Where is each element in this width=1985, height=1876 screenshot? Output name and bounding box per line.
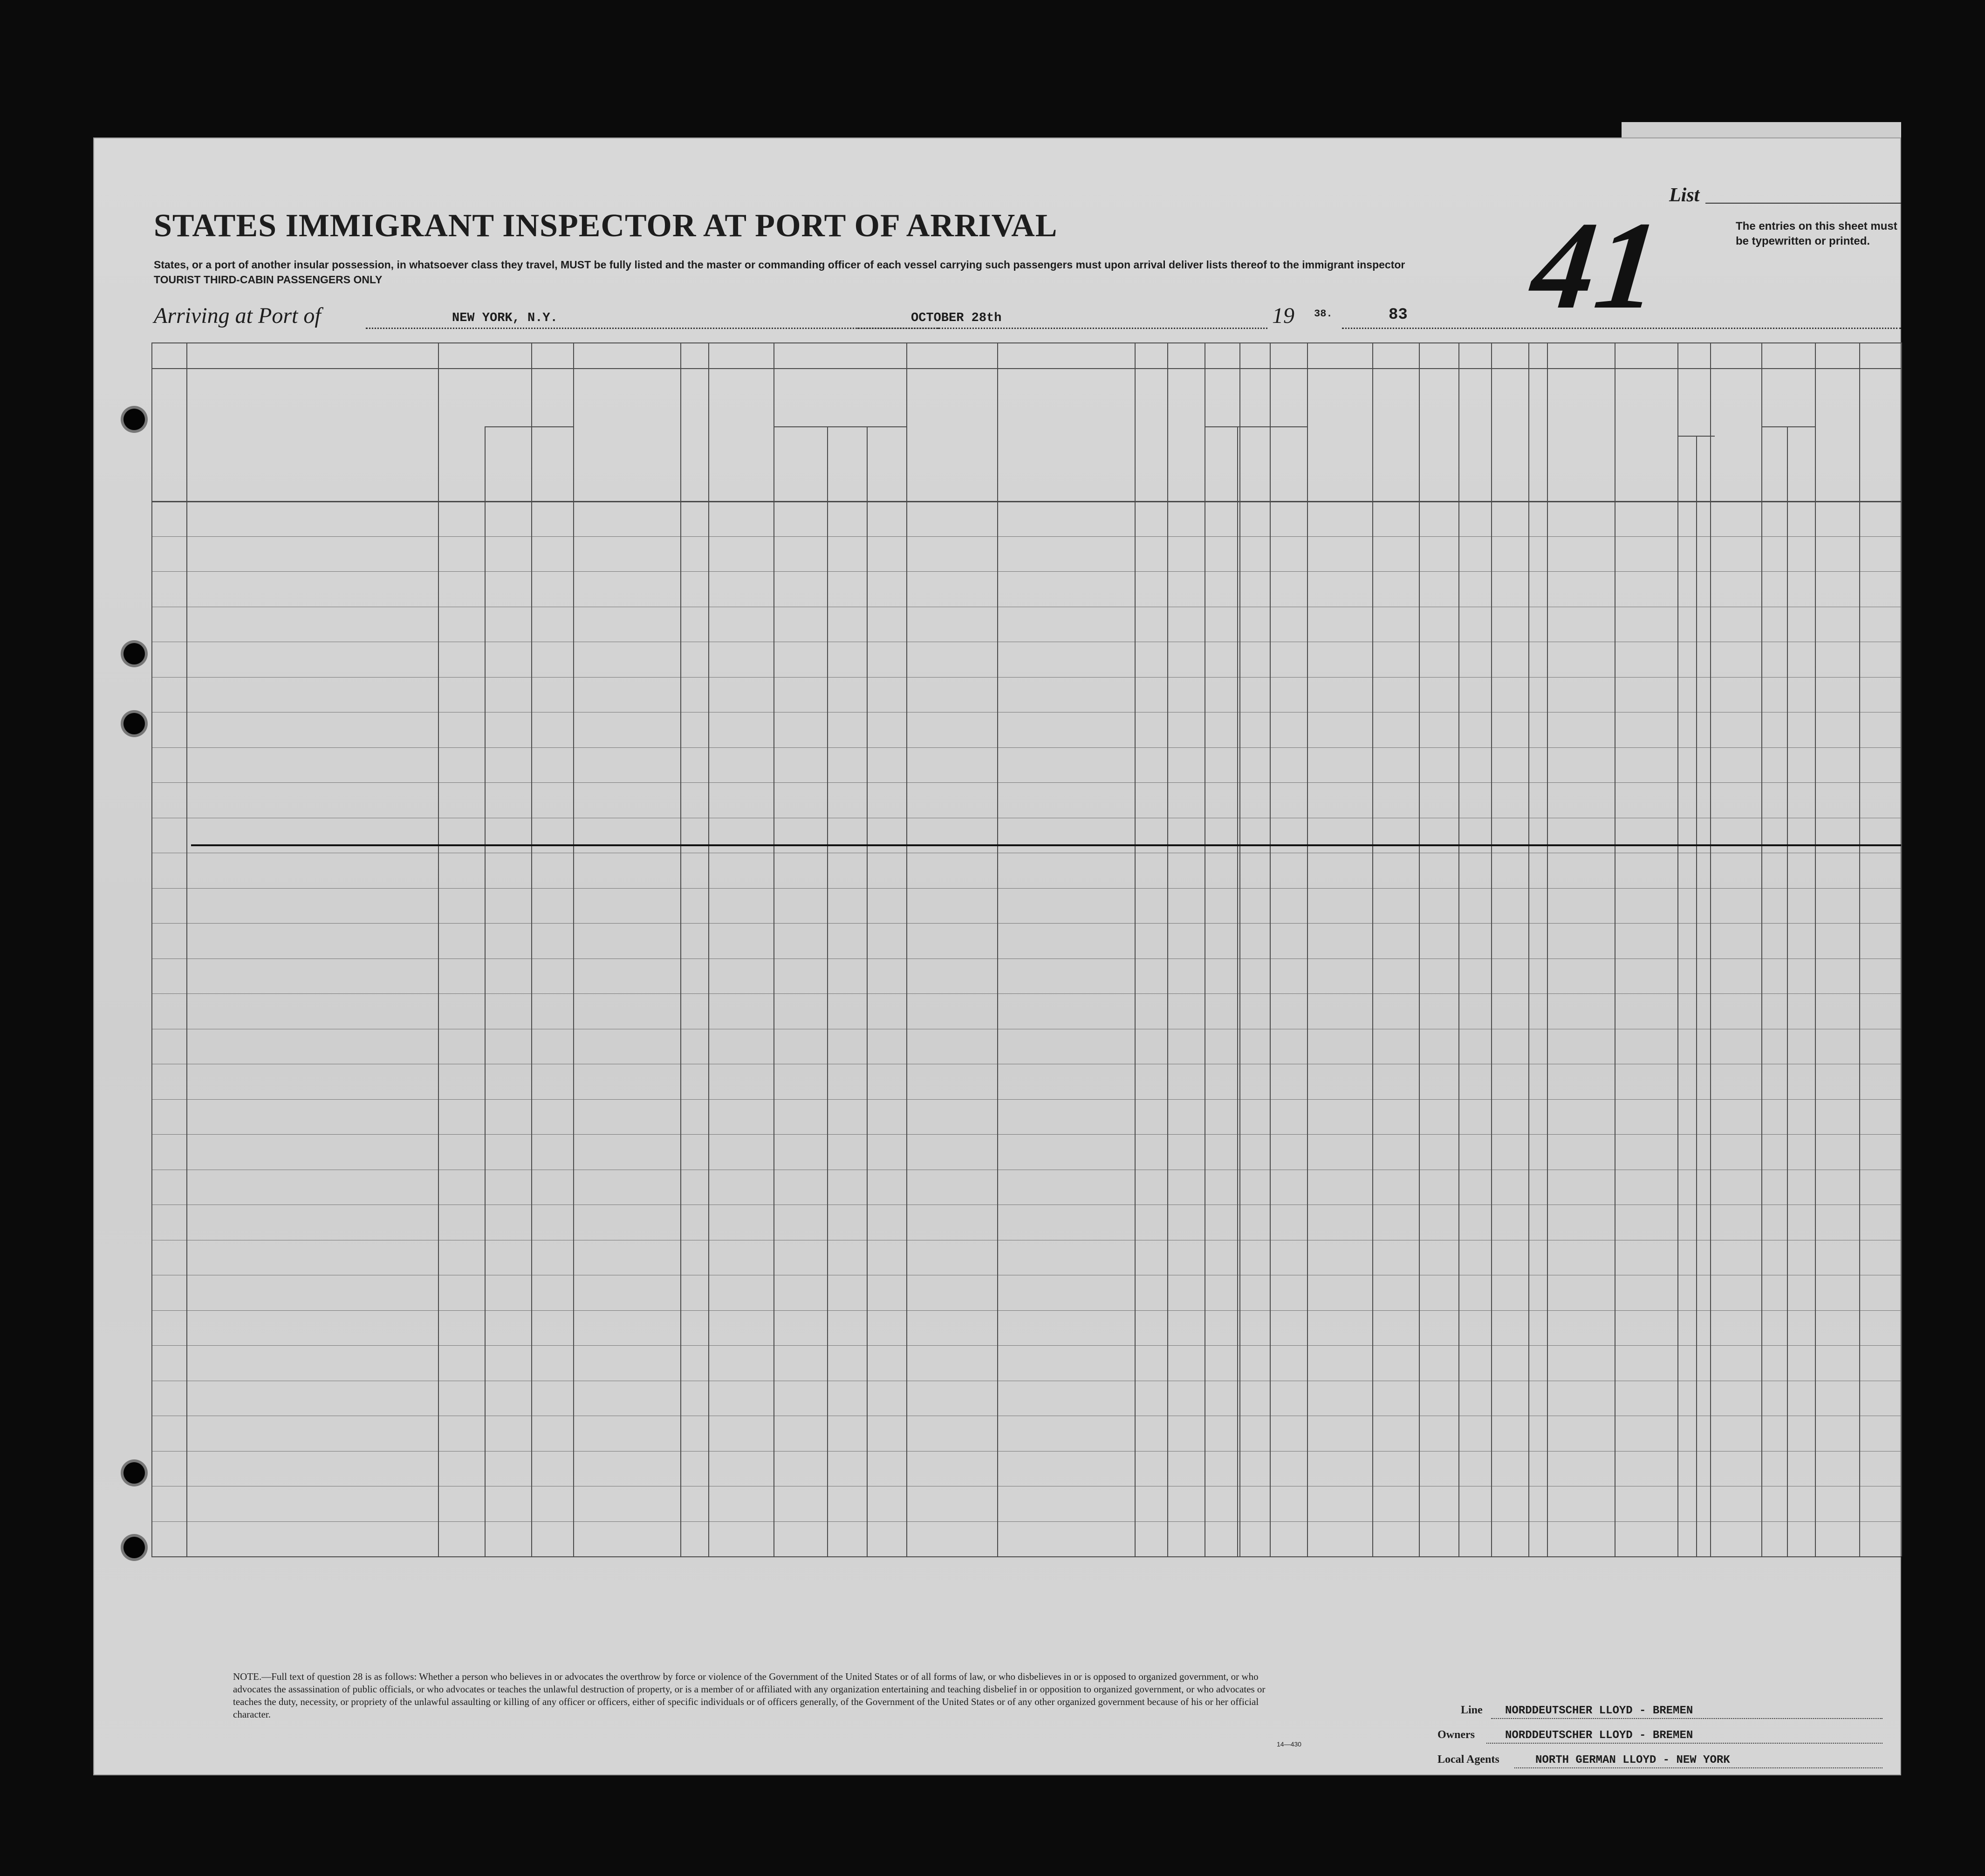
sheet-number: 41 (1526, 196, 1666, 335)
header-feet (1682, 464, 1694, 496)
header-purpose-citizen (1274, 394, 1302, 496)
header-purpose (1137, 370, 1212, 389)
column-rule (1677, 342, 1678, 1556)
header-purpose-return (1207, 394, 1235, 496)
row-rule (151, 1134, 1901, 1135)
agents-value: NORTH GERMAN LLOYD - NEW YORK (1535, 1754, 1730, 1766)
header-hair (1761, 454, 1787, 468)
header-eyes (1789, 454, 1815, 468)
column-rule (708, 342, 709, 1556)
column-rule (1491, 342, 1492, 1556)
column-rule (1787, 426, 1788, 1556)
header-state (487, 450, 529, 464)
header-relative-address (191, 408, 433, 478)
column-rule (773, 342, 774, 1556)
column-rule (1458, 342, 1459, 1556)
line-label: Line (1461, 1704, 1483, 1716)
header-marks (1817, 436, 1901, 464)
header-health (1566, 417, 1612, 468)
strikethrough-line (191, 844, 1901, 846)
table-top-border (151, 342, 1901, 343)
owners-value: NORDDEUTSCHER LLOYD - BREMEN (1505, 1729, 1693, 1742)
column-rule (531, 342, 532, 1556)
header-complexion (1710, 445, 1761, 473)
owners-underline (1486, 1743, 1882, 1744)
binder-hole (123, 1462, 145, 1484)
column-rule (485, 426, 486, 1556)
manifest-sheet (93, 137, 1901, 1775)
header-usa (487, 408, 571, 426)
header-last-departure (906, 443, 948, 480)
row-rule (151, 1345, 1901, 1346)
header-overthrow (1463, 375, 1489, 496)
form-code: 14—430 (1277, 1740, 1301, 1748)
column-rule (438, 342, 439, 1556)
column-rule (1372, 342, 1373, 1556)
header-final-destination (440, 370, 571, 382)
column-rule (1167, 342, 1168, 1556)
column-rule (186, 342, 187, 1556)
manifest-table (93, 342, 1901, 1629)
entries-note: The entries on this sheet must be typewritten or printed. (1736, 220, 1897, 247)
list-label: List (1669, 185, 1700, 206)
row-rule (151, 677, 1901, 678)
row-rule (151, 536, 1901, 537)
row-rule (151, 993, 1901, 994)
column-rule (1547, 342, 1548, 1556)
header-excluded (1531, 375, 1545, 496)
column-rule (1270, 426, 1271, 1556)
header-bottom-rule (151, 501, 1901, 502)
page-title: STATES IMMIGRANT INSPECTOR AT PORT OF ARRIVAL (154, 208, 1058, 244)
column-rule (1710, 342, 1711, 1556)
binder-hole (123, 1537, 145, 1558)
column-rule (1528, 342, 1529, 1556)
binder-hole (123, 643, 145, 664)
column-rule (906, 342, 907, 1556)
subheader-rule (485, 426, 573, 427)
header-if-yes (829, 412, 904, 424)
stamp-number: 83 (1389, 306, 1408, 324)
question-28-note: NOTE.—Full text of question 28 is as follows: Whether a person who believes in or advocates the overthrow by force or violence of the Government of the United States or of all forms of law, or who disbelieves in or is opposed to organized government, or who advocates the assassination of public officials, or who advocates or teaches the unlawful destruction of property, or is a member of or affiliated with any organization entertaining and teaching disbelief in or opposition to organized government, or who advocates or teaches the duty, necessity, or propriety of the unlawful assaulting or killing of any officer or officers, either of specific individuals or of officers generally, of the Government of the United States or of any other organized government because of his or her official character. (233, 1671, 1266, 1720)
row-rule (151, 1521, 1901, 1522)
row-rule (151, 1099, 1901, 1100)
header-where (869, 454, 906, 468)
header-inches (1698, 459, 1710, 496)
port-line (366, 328, 939, 329)
column-rule (1237, 426, 1238, 1556)
arriving-label: Arriving at Port of (154, 303, 321, 328)
column-rule (827, 426, 828, 1556)
subheader-rule (1761, 426, 1815, 427)
column-rule (1761, 342, 1762, 1556)
header-50-dollars (713, 370, 732, 496)
table-bottom-border (151, 1556, 1901, 1557)
row-rule (151, 571, 1901, 572)
column-rule (867, 426, 868, 1556)
header-deformed (1617, 417, 1675, 478)
date-value: OCTOBER 28th (911, 311, 1002, 325)
column-rule (573, 342, 574, 1556)
agents-underline (1514, 1767, 1882, 1768)
header-polygamist (1379, 375, 1398, 496)
column-number-rule (151, 368, 1901, 369)
column-rule (1419, 342, 1420, 1556)
header-prison (1314, 375, 1365, 496)
line-value: NORDDEUTSCHER LLOYD - BREMEN (1505, 1705, 1693, 1717)
row-rule (151, 1451, 1901, 1452)
column-rule (1696, 436, 1697, 1556)
line-underline (1491, 1718, 1882, 1719)
column-rule (1135, 342, 1136, 1556)
header-year-period (829, 443, 867, 475)
header-going-to-join (1002, 412, 1132, 473)
binder-hole (123, 409, 145, 430)
date-line (857, 328, 1267, 329)
owners-label: Owners (1437, 1729, 1475, 1741)
column-rule (1239, 342, 1240, 1556)
subheader-rule (1677, 436, 1715, 437)
column-rule (997, 342, 998, 1556)
header-city (531, 450, 573, 464)
instructions-text: States, or a port of another insular possession, in whatsoever class they travel, MUST be fully listed and the master or commanding officer of each vessel carrying such passengers must upon arrival deliver lists thereof to the immigrant inspector (154, 259, 1405, 271)
column-rule (1859, 342, 1860, 1556)
passenger-class: TOURIST THIRD-CABIN PASSENGERS ONLY (154, 274, 383, 286)
column-rule (680, 342, 681, 1556)
row-rule (151, 747, 1901, 748)
binder-hole (123, 713, 145, 734)
list-number-line (1705, 203, 1901, 204)
agents-label: Local Agents (1437, 1753, 1499, 1766)
header-foreign-country (440, 429, 482, 494)
header-color-of (1761, 408, 1815, 422)
header-height (1677, 417, 1715, 431)
header-yes-no (776, 450, 799, 473)
header-ticket (578, 370, 589, 496)
row-rule (151, 923, 1901, 924)
subheader-rule (773, 426, 906, 427)
header-before-in-us (776, 370, 902, 398)
column-rule (1901, 342, 1902, 1556)
row-rule (151, 888, 1901, 889)
header-offer-labor (1496, 375, 1526, 496)
header-arrested (1549, 375, 1563, 496)
column-rule (1815, 342, 1816, 1556)
header-destination-note (440, 383, 571, 402)
year-value: 38. (1314, 308, 1333, 320)
port-value: NEW YORK, N.Y. (452, 311, 558, 325)
header-anarchist (1426, 375, 1444, 496)
header-purpose-length (1244, 394, 1265, 496)
column-rule (1307, 342, 1308, 1556)
row-rule (151, 1310, 1901, 1311)
row-rule (151, 782, 1901, 783)
column-rule (151, 342, 152, 1556)
year-line (1342, 328, 1901, 329)
header-no-on-list (151, 412, 186, 468)
year-prefix: 19 (1272, 303, 1294, 328)
